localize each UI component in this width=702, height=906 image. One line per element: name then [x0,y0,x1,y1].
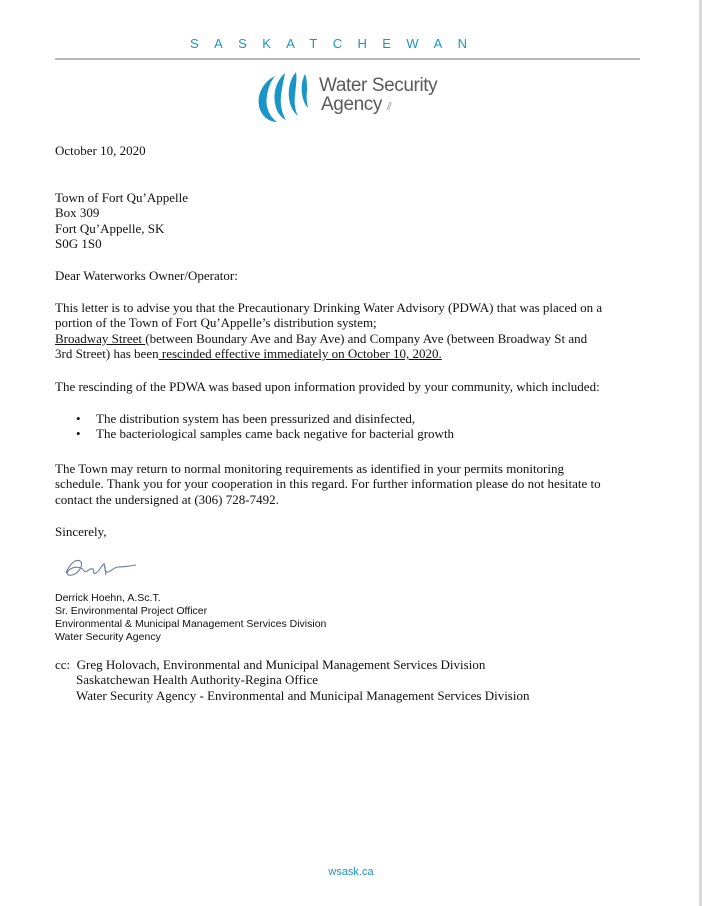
paragraph-line [55,346,602,361]
cc-recipient: Saskatchewan Health Authority-Regina Office [76,672,318,688]
paragraph-text: 3rd Street) has been [55,346,159,362]
signer-agency: Water Security Agency [55,631,161,643]
recipient-address [55,190,188,252]
cc-list [55,657,529,703]
logo-line2-text: Agency [321,94,382,115]
signer-division: Environmental & Municipal Management Services Division [55,618,327,630]
paragraph-line: portion of the Town of Fort Qu’Appelle’s distribution system; [55,315,377,331]
closing: Sincerely, [55,524,107,539]
recipient-line: S0G 1S0 [55,236,102,252]
logo-wordmark [319,76,437,117]
paragraph-text: (between Boundary Ave and Bay Ave) and Company Ave (between Broadway St and [145,330,588,346]
logo-line1: Water Security [319,75,438,96]
paragraph-monitoring [55,461,601,507]
letter-date: October 10, 2020 [55,143,146,158]
list-item: • The distribution system has been pressurized and disinfected, [76,411,454,426]
handwritten-signature [60,553,140,581]
signer-block [55,592,326,644]
signer-name: Derrick Hoehn, A.Sc.T. [55,592,161,604]
paragraph-line: This letter is to advise you that the Precautionary Drinking Water Advisory (PDWA) that was placed on a [55,300,603,315]
cc-first-line [55,657,529,672]
recipient-line: Town of Fort Qu’Appelle [55,190,189,205]
recipient-line: Fort Qu’Appelle, SK [55,220,165,236]
salutation: Dear Waterworks Owner/Operator: [55,268,238,283]
list-item: • The bacteriological samples came back negative for bacterial growth [76,426,454,441]
bullet-list [76,411,454,442]
cc-label: cc: [55,657,71,672]
underlined-street: Broadway Street [55,330,146,346]
paragraph-line [55,331,602,346]
paragraph-basis: The rescinding of the PDWA was based upon information provided by your community, which included: [55,379,600,394]
underlined-rescinded: rescinded effective immediately on October 10, 2020. [158,346,442,362]
paragraph-line: The Town may return to normal monitoring requirements as identified in your permits monitoring [55,461,564,476]
header-divider [55,58,640,60]
logo-line2 [319,95,437,117]
cc-recipient: Water Security Agency - Environmental and Municipal Management Services Division [76,687,530,703]
paragraph-advisory [55,300,602,362]
logo-accent-icon: ⫽ [386,101,392,113]
cc-recipient: Greg Holovach, Environmental and Municipal Management Services Division [76,657,486,672]
agency-logo [255,70,455,124]
recipient-line: Box 309 [55,205,100,221]
water-drop-waves-icon [255,70,315,124]
signer-title: Sr. Environmental Project Officer [55,605,208,617]
paragraph-line: contact the undersigned at (306) 728-7492. [55,491,279,507]
province-header: SASKATCHEWAN [190,36,483,51]
paragraph-line: schedule. Thank you for your cooperation in this regard. For further information please do not hesitate to [55,476,601,492]
footer-website: wsask.ca [328,866,374,878]
